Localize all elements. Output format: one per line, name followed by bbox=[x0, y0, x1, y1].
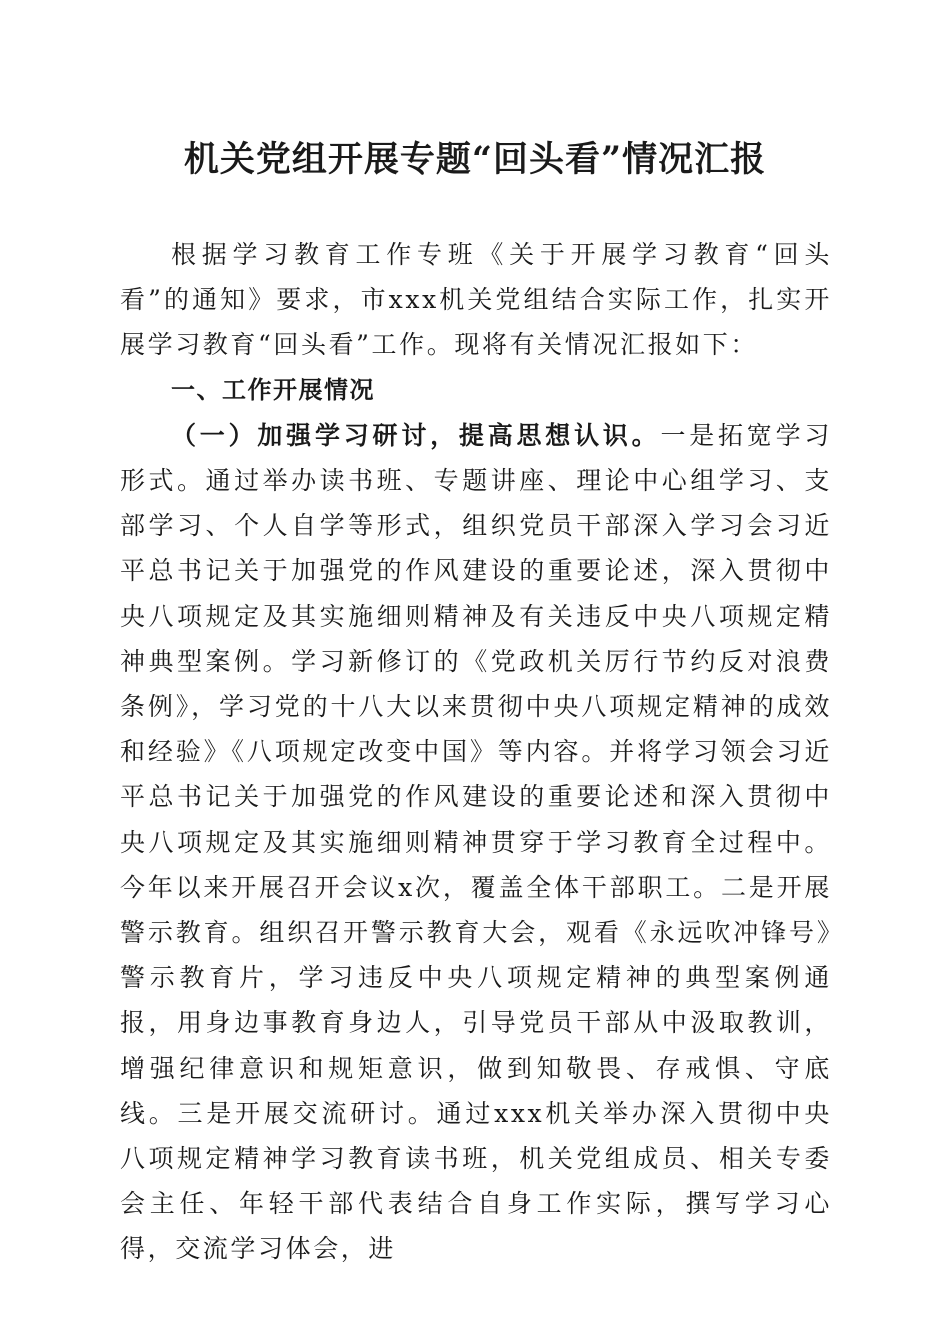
section-heading: 一、工作开展情况 bbox=[171, 375, 375, 404]
document-body bbox=[120, 232, 832, 1272]
subsection-paragraph bbox=[120, 413, 832, 1272]
intro-paragraph: 根据学习教育工作专班《关于开展学习教育“回头看”的通知》要求，市xxx机关党组结合实际工作，扎实开展学习教育“回头看”工作。现将有关情况汇报如下： bbox=[120, 240, 832, 360]
document-title: 机关党组开展专题“回头看”情况汇报 bbox=[183, 139, 767, 180]
subsection-body: 一是拓宽学习形式。通过举办读书班、专题讲座、理论中心组学习、支部学习、个人自学等形式，组织党员干部深入学习会习近平总书记关于加强党的作风建设的重要论述，深入贯彻中央八项规定及其实施细则精神及有关违反中央八项规定精神典型案例。学习新修订的《党政机关厉行节约反对浪费条例》，学习党的十八大以来贯彻中央八项规定精神的成效和经验》《八项规定改变中国》等内容。并将学习领会习近平总书记关于加强党的作风建设的重要论述和深入贯彻中央八项规定及其实施细则精神贯穿于学习教育全过程中。今年以来开展召开会议x次，覆盖全体干部职工。二是开展警示教育。组织召开警示教育大会，观看《永远吹冲锋号》警示教育片，学习违反中央八项规定精神的典型案例通报，用身边事教育身边人，引导党员干部从中汲取教训，增强纪律意识和规矩意识，做到知敬畏、存戒惧、守底线。三是开展交流研讨。通过xxx机关举办深入贯彻中央八项规定精神学习教育读书班，机关党组成员、相关专委会主任、年轻干部代表结合自身工作实际，撰写学习心得，交流学习体会，进 bbox=[120, 420, 832, 1264]
subsection-lead: （一）加强学习研讨，提高思想认识。 bbox=[171, 420, 661, 450]
